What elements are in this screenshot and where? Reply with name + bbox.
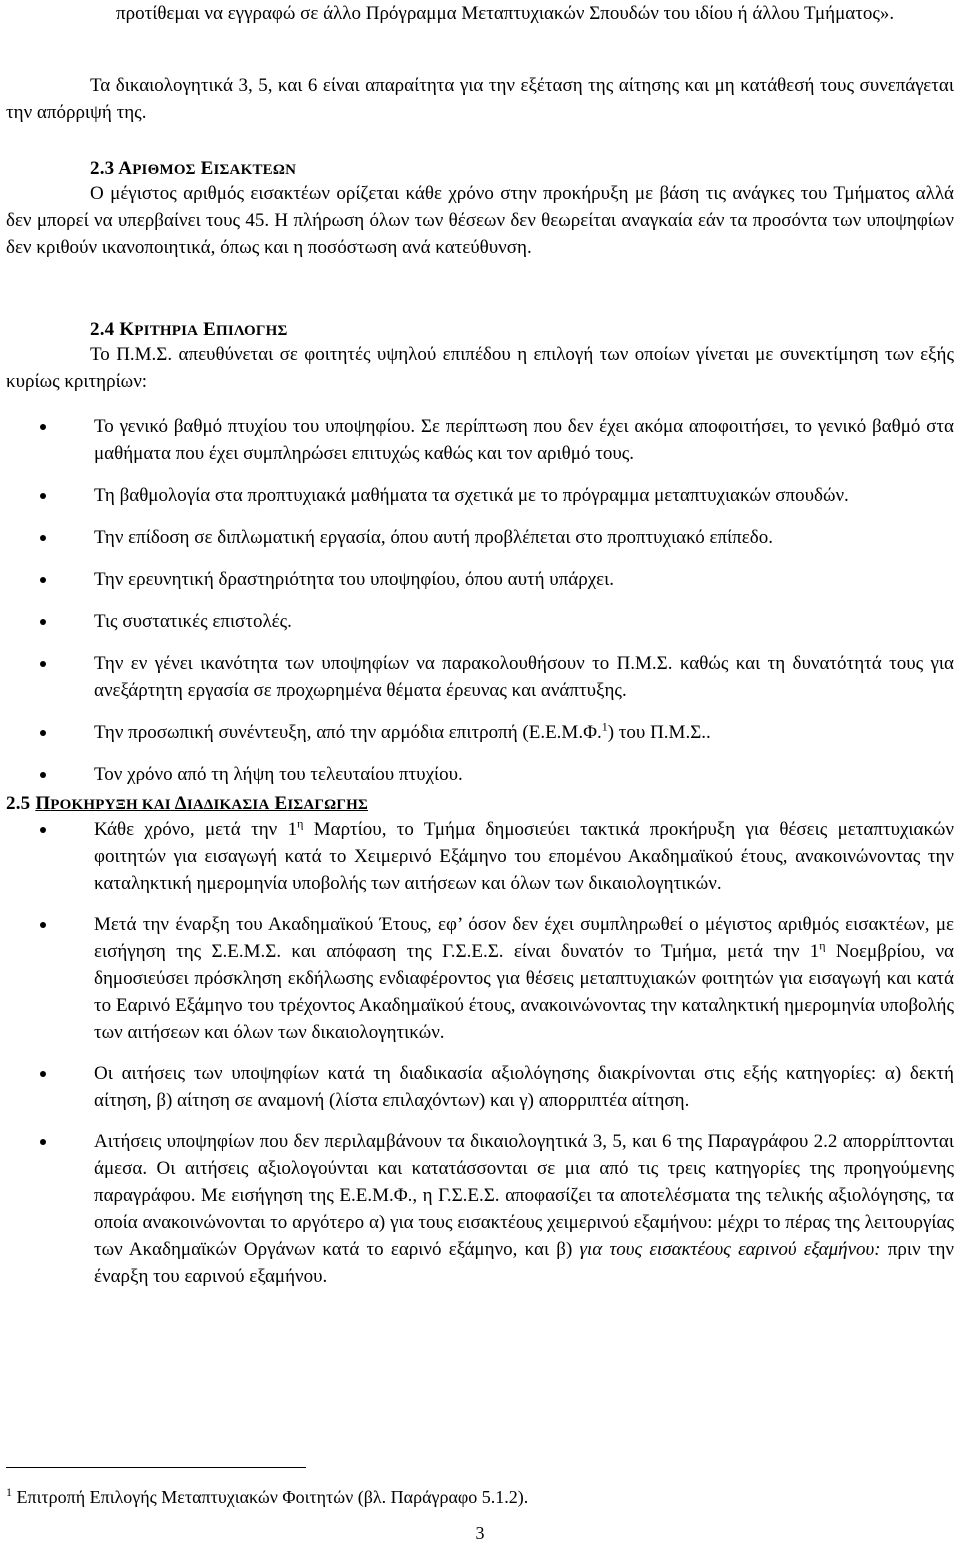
paragraph-text: Κάθε χρόνο, μετά την 1 [94, 819, 298, 840]
bullet-icon [40, 577, 46, 583]
list-item [0, 761, 960, 788]
section-2-5-heading [6, 790, 368, 819]
footnote-separator [6, 1467, 306, 1468]
list-item [0, 524, 960, 551]
list-item [0, 719, 960, 746]
paragraph-text: Αιτήσεις υποψηφίων που δεν περιλαμβάνουν τα δικαιολογητικά 3, 5, και 6 της Παραγράφου 2.2 απορρίπτονται άμεσα. Οι αιτήσεις αξιολογούνται και κατατάσσονται σε μια από τις τρεις κατηγορίες της προηγούμενης παραγράφου. Με εισήγηση της Ε.Ε.Μ.Φ., η Γ.Σ.Ε.Σ. αποφασίζει τα αποτελέσματα της τελικής αξιολόγησης, τα οποία ανακοινώνονται το αργότερο α) για τους εισακτέους χειμερινού εξαμήνου: μέχρι το πέρας της λειτουργίας των Ακαδημαϊκών Οργάνων κατά το εαρινό εξάμηνο, και β) [94, 1131, 954, 1260]
intro-paragraph [6, 72, 954, 126]
ordinal-sup: η [819, 938, 826, 953]
section-2-3-text: Ο μέγιστος αριθμός εισακτέων ορίζεται κάθε χρόνο στην προκήρυξη με βάση τις ανάγκες του Τμήματος αλλά δεν μπορεί να υπερβαίνει τους 45. Η πλήρωση όλων των θέσεων δεν θεωρείται αναγκαία εάν τα προσόντα των υποψηφίων δεν κριθούν ικανοποιητικά, όπως και η ποσόστωση ανά κατεύθυνση. [6, 183, 954, 258]
ordinal-sup: η [297, 816, 304, 831]
list-item [0, 816, 960, 897]
paragraph-italic: για τους εισακτέους εαρινού εξαμήνου: [579, 1239, 881, 1260]
list-item [0, 1060, 960, 1114]
list-item-text: Τη βαθμολογία στα προπτυχιακά μαθήματα τα σχετικά με το πρόγραμμα μεταπτυχιακών σπουδών. [94, 485, 849, 506]
list-item [0, 566, 960, 593]
bullet-icon [40, 772, 46, 778]
bullet-icon [40, 1071, 46, 1077]
list-item [0, 608, 960, 635]
intro-paragraph-text: Τα δικαιολογητικά 3, 5, και 6 είναι απαραίτητα για την εξέταση της αίτησης και μη κατάθεσή τους συνεπάγεται την απόρριψή της. [6, 75, 954, 123]
heading-cap: Ε [274, 793, 288, 814]
heading-smallcaps: ΡΟΚΗΡΥΞΗ ΚΑΙ [50, 797, 171, 813]
heading-smallcaps: ΙΣΑΚΤΕΩΝ [213, 162, 297, 178]
list-item [0, 413, 960, 467]
footnote-text: Επιτροπή Επιλογής Μεταπτυχιακών Φοιτητών (βλ. Παράγραφο 5.1.2). [12, 1487, 529, 1507]
footnote [6, 1484, 906, 1511]
heading-cap: Π [35, 793, 51, 814]
list-item-text: Τον χρόνο από τη λήψη του τελευταίου πτυχίου. [94, 764, 463, 785]
heading-cap: Κ [119, 319, 135, 340]
heading-smallcaps: ΠΙΛΟΓΗΣ [216, 323, 288, 339]
bullet-icon [40, 535, 46, 541]
list-item [0, 650, 960, 704]
paragraph-text: Οι αιτήσεις των υποψηφίων κατά τη διαδικασία αξιολόγησης διακρίνονται στις εξής κατηγορίες: α) δεκτή αίτηση, β) αίτηση σε αναμονή (λίστα επιλαχόντων) και γ) απορριπτέα αίτηση. [94, 1063, 954, 1111]
paragraph-text: Νοεμβρίου, να δημοσιεύσει πρόσκληση εκδήλωσης ενδιαφέροντος για θέσεις μεταπτυχιακών φοιτητών για εισαγωγή και κατά το Εαρινό Εξάμηνο του τρέχοντος Ακαδημαϊκού έτους, ανακοινώνοντας την καταληκτική ημερομηνία υποβολής των αιτήσεων και όλων των δικαιολογητικών. [94, 941, 954, 1043]
bullet-icon [40, 661, 46, 667]
heading-cap: Ε [200, 158, 214, 179]
paragraph-text: Μαρτίου, το Τμήμα δημοσιεύει τακτικά προκήρυξη για θέσεις μεταπτυχιακών φοιτητών για εισαγωγή κατά το Χειμερινό Εξάμηνο του επομένου Ακαδημαϊκού έτους, ανακοινώνοντας την καταληκτική ημερομηνία υποβολής των αιτήσεων και όλων των δικαιολογητικών. [94, 819, 954, 894]
bullet-icon [40, 424, 46, 430]
heading-smallcaps: ΡΙΘΜΟΣ [132, 162, 196, 178]
footnote-mark: 1 [6, 1485, 12, 1499]
list-item [0, 482, 960, 509]
list-item-text: Το γενικό βαθμό πτυχίου του υποψηφίου. Σε περίπτωση που δεν έχει ακόμα αποφοιτήσει, το γενικό βαθμό στα μαθήματα που έχει συμπληρώσει επιτυχώς καθώς και τον αριθμό τους. [94, 416, 954, 464]
list-item-text: Την ερευνητική δραστηριότητα του υποψηφίου, όπου αυτή υπάρχει. [94, 569, 615, 590]
list-item-text: Την προσωπική συνέντευξη, από την αρμόδια επιτροπή (Ε.Ε.Μ.Φ. [94, 722, 602, 743]
bullet-icon [40, 493, 46, 499]
section-2-4-text: Το Π.Μ.Σ. απευθύνεται σε φοιτητές υψηλού επιπέδου η επιλογή των οποίων γίνεται με συνεκτίμηση των εξής κυρίως κριτηρίων: [6, 344, 954, 392]
heading-smallcaps: ΙΑΔΙΚΑΣΙΑ [186, 797, 270, 813]
section-number: 2.5 [6, 793, 31, 814]
criteria-list [0, 413, 960, 788]
bullet-icon [40, 619, 46, 625]
footnote-ref: 1 [601, 719, 608, 734]
list-item-text: Την επίδοση σε διπλωματική εργασία, όπου αυτή προβλέπεται στο προπτυχιακό επίπεδο. [94, 527, 773, 548]
section-2-4-intro [6, 341, 954, 395]
heading-smallcaps: ΡΙΤΗΡΙΑ [134, 323, 199, 339]
list-item-text: Τις συστατικές επιστολές. [94, 611, 292, 632]
bullet-icon [40, 827, 46, 833]
list-item-text-tail: ) του Π.Μ.Σ.. [607, 722, 711, 743]
list-item-text: Την εν γένει ικανότητα των υποψηφίων να παρακολουθήσουν το Π.Μ.Σ. καθώς και τη δυνατότητά τους για ανεξάρτητη εργασία σε προχωρημένα θέματα έρευνας και ανάπτυξης. [94, 653, 954, 701]
heading-smallcaps: ΙΣΑΓΩΓΗΣ [287, 797, 368, 813]
section-number: 2.3 [90, 158, 115, 179]
procedure-list [0, 816, 960, 1290]
intro-quote-end: προτίθεμαι να εγγραφώ σε άλλο Πρόγραμμα Μεταπτυχιακών Σπουδών του ιδίου ή άλλου Τμήματος». [116, 3, 895, 24]
bullet-icon [40, 922, 46, 928]
list-item [0, 1128, 960, 1290]
intro-continuation [116, 0, 954, 27]
heading-cap: Ε [203, 319, 217, 340]
paragraph-text: Μετά την έναρξη του Ακαδημαϊκού Έτους, εφ’ όσον δεν έχει συμπληρωθεί ο μέγιστος αριθμός εισακτέων, με εισήγηση της Σ.Ε.Μ.Σ. και απόφαση της Γ.Σ.Ε.Σ. είναι δυνατόν το Τμήμα, μετά την 1 [94, 914, 954, 962]
section-number: 2.4 [90, 319, 115, 340]
bullet-icon [40, 1139, 46, 1145]
section-2-3-body [6, 180, 954, 261]
heading-cap: Α [118, 158, 133, 179]
bullet-icon [40, 730, 46, 736]
page-number: 3 [475, 1523, 485, 1543]
list-item [0, 911, 960, 1046]
paragraph-text: πριν την έναρξη του εαρινού εξαμήνου. [94, 1239, 954, 1287]
heading-cap: Δ [174, 793, 187, 814]
